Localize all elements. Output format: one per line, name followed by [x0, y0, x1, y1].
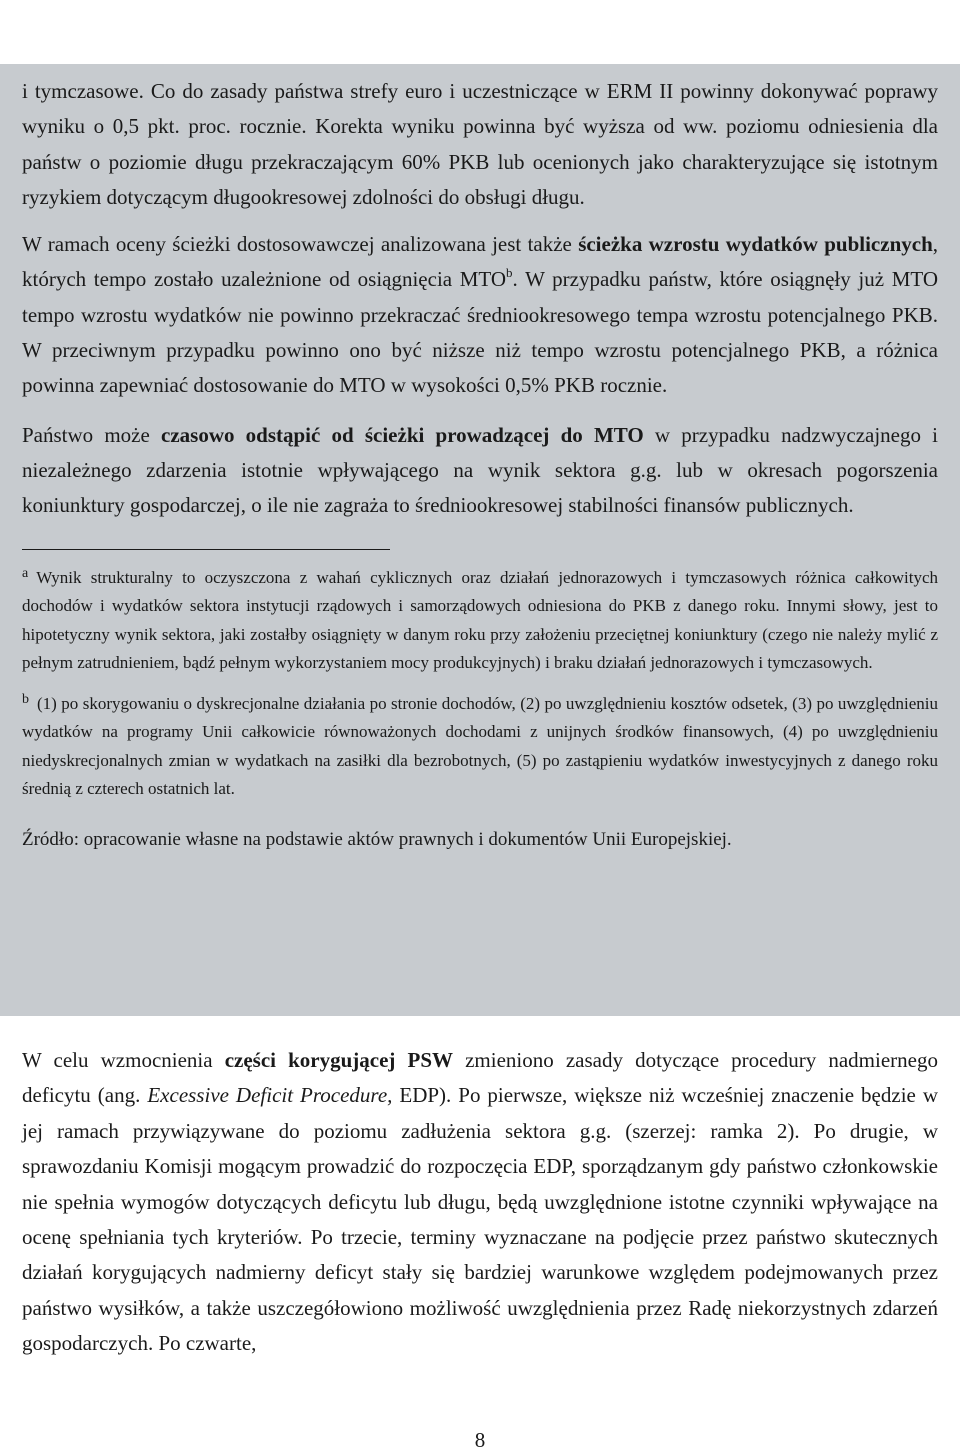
footnote-a-text: Wynik strukturalny to oczyszczona z wahań cyklicznych oraz działań jednorazowych i tymczasowych różnica całkowitych dochodów i wydatków sektora instytucji rządowych i samorządowych odniesiona do PKB z danego roku. Innymi słowy, jest to hipotetyczny wynik sektora, jaki zostałby osiągnięty w danym roku przy założeniu przeciętnej koniunktury (czego nie należy mylić z pełnym zatrudnieniem, bądź pełnym wykorzystaniem mocy produkcyjnych) i braku działań jednorazowych i tymczasowych.	[22, 567, 938, 673]
box-p3-text-2: w przypadku nadzwyczajnego i niezależnego zdarzenia istotnie wpływającego na wynik sektora g.g. lub w okresach pogorszenia koniunktury gospodarczej, o ile nie zagraża to średniookresowej stabilności finansów publicznych.	[22, 422, 938, 518]
footnote-b-text: (1) po skorygowaniu o dyskrecjonalne działania po stronie dochodów, (2) po uwzględnieniu kosztów odsetek, (3) po uwzględnieniu wydatków na programy Unii całkowicie równoważonych dochodami z unijnych środków finansowych, (4) po uwzględnieniu niedyskrecjonalnych zmian w wydatkach na zasiłki dla bezrobotnych, (5) po zastąpieniu wydatków inwestycyjnych z danego roku średnią z czterech ostatnich lat.	[22, 693, 938, 799]
main-bold: części korygującej PSW	[224, 1048, 453, 1072]
box-p2-bold: ścieżka wzrostu wydatków publicznych	[578, 232, 933, 257]
footnote-a-mark: a	[22, 565, 29, 581]
box-paragraph-2	[22, 227, 938, 403]
box-paragraph-3	[22, 418, 938, 524]
footnote-divider	[22, 549, 390, 550]
box-p3-text-1: Państwo może	[22, 422, 161, 447]
main-paragraph	[22, 1043, 938, 1362]
page-number: 8	[474, 1428, 486, 1452]
main-text-2: zmieniono zasady dotyczące procedury nadmiernego deficytu (ang.	[22, 1048, 938, 1108]
box-p2-text-1: W ramach oceny ścieżki dostosowawczej analizowana jest także	[22, 232, 579, 257]
main-italic: Excessive Deficit Procedure,	[147, 1083, 393, 1108]
box-p2-footnote-ref: b	[506, 265, 513, 281]
box-p2-text-3: . W przypadku państw, które osiągnęły już MTO tempo wzrostu wydatków nie powinno przekraczać średniookresowego tempa wzrostu potencjalnego PKB. W przeciwnym przypadku powinno ono być niższe niż tempo wzrostu potencjalnego PKB, a różnica powinna zapewniać dostosowanie do MTO w wysokości 0,5% PKB rocznie.	[22, 267, 938, 398]
box-paragraph-1: i tymczasowe. Co do zasady państwa strefy euro i uczestniczące w ERM II powinny dokonywać poprawy wyniku o 0,5 pkt. proc. rocznie. Korekta wyniku powinna być wyższa od ww. poziomu odniesienia dla państw o poziomie długu przekraczającym 60% PKB lub ocenionych jako charakteryzujące się istotnym ryzykiem dotyczącym długookresowej zdolności do obsługi długu.	[22, 79, 938, 209]
footnote-a	[22, 564, 938, 678]
info-box-content	[22, 74, 938, 854]
box-p3-bold: czasowo odstąpić od ścieżki prowadzącej do MTO	[161, 422, 644, 447]
footnote-b-mark: b	[22, 691, 29, 707]
main-text-1: W celu wzmocnienia	[22, 1048, 225, 1072]
main-text-3: EDP). Po pierwsze, większe niż wcześniej znaczenie będzie w jej ramach przywiązywane do poziomu zadłużenia sektora g.g. (szerzej: ramka 2). Po drugie, w sprawozdaniu Komisji mogącym prowadzić do rozpoczęcia EDP, sporządzanym gdy państwo członkowskie nie spełnia wymogów dotyczących deficytu lub długu, będą uwzględnione istotne czynniki wpływające na ocenę spełniania tych kryteriów. Po trzecie, terminy wyznaczane na podjęcie przez państwo skutecznych działań korygujących nadmierny deficyt stały się bardziej warunkowe względem podejmowanych przez państwo wysiłków, a także uszczegółowiono możliwość uwzględnienia przez Radę niekorzystnych zdarzeń gospodarczych. Po czwarte,	[22, 1083, 938, 1356]
source-note: Źródło: opracowanie własne na podstawie aktów prawnych i dokumentów Unii Europejskiej.	[22, 828, 732, 850]
box-p2-text-2: , których tempo zostało uzależnione od osiągnięcia MTO	[22, 232, 938, 292]
info-box	[0, 64, 960, 1016]
footnote-b	[22, 690, 938, 804]
